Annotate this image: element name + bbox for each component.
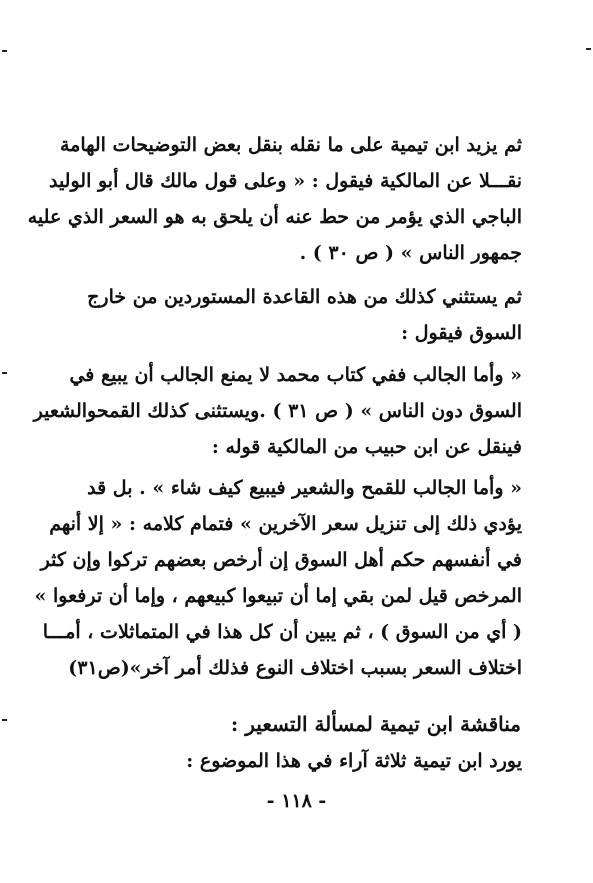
- text-line: يورد ابن تيمية ثلاثة آراء في هذا الموضوع :: [186, 750, 522, 772]
- text-line: « وأما الجالب ففي كتاب محمد لا يمنع الجالب أن يبيع في: [69, 364, 522, 386]
- text-line: المرخص قيل لمن بقي إما أن تبيعوا كبيعهم ، وإما أن ترفعوا »: [34, 585, 522, 607]
- margin-mark: [2, 50, 7, 52]
- text-line: في أنفسهم حكم أهل السوق إن أرخص بعضهم تركوا وإن كثر: [40, 549, 522, 571]
- paragraph: [34, 470, 522, 686]
- text-line: ثم يزيد ابن تيمية على ما نقله بنقل بعض التوضيحات الهامة: [59, 134, 522, 156]
- paragraph: [33, 357, 522, 465]
- paragraph: [27, 127, 522, 271]
- text-line: الباجي الذي يؤمر من حط عنه أن يلحق به هو السعر الذي عليه: [27, 206, 522, 228]
- text-line: السوق فيقول :: [401, 322, 522, 344]
- text-line: ثم يستثني كذلك من هذه القاعدة المستوردين من خارج: [87, 286, 522, 308]
- margin-mark: [2, 372, 7, 374]
- paragraph: [64, 279, 522, 351]
- text-line: نقـــلا عن المالكية فيقول : « وعلى قول مالك قال أبو الوليد: [48, 170, 522, 192]
- section-heading: مناقشة ابن تيمية لمسألة التسعير :: [230, 712, 521, 736]
- text-line: ( أي من السوق ) ، ثم يبين أن كل هذا في المتماثلات ، أمـــا: [42, 621, 522, 643]
- page-number: - ١١٨ -: [266, 790, 327, 812]
- text-line: فينقل عن ابن حبيب من المالكية قوله :: [211, 436, 522, 458]
- text-line: يؤدي ذلك إلى تنزيل سعر الآخرين » فتمام كلامه : « إلا أنهم: [49, 513, 522, 535]
- text-line: السوق دون الناس » ( ص ٣١ ) .ويستثنى كذلك القمحوالشعير: [33, 400, 522, 422]
- text-line: اختلاف السعر بسبب اختلاف النوع فذلك أمر آخر»(ص٣١): [68, 657, 522, 679]
- text-line: جمهور الناس » ( ص ٣٠ ) .: [299, 242, 522, 264]
- margin-mark: [2, 719, 7, 721]
- margin-mark: [586, 48, 591, 50]
- text-line: « وأما الجالب للقمح والشعير فيبيع كيف شاء » . بل قد: [87, 477, 522, 499]
- paragraph: [64, 743, 522, 779]
